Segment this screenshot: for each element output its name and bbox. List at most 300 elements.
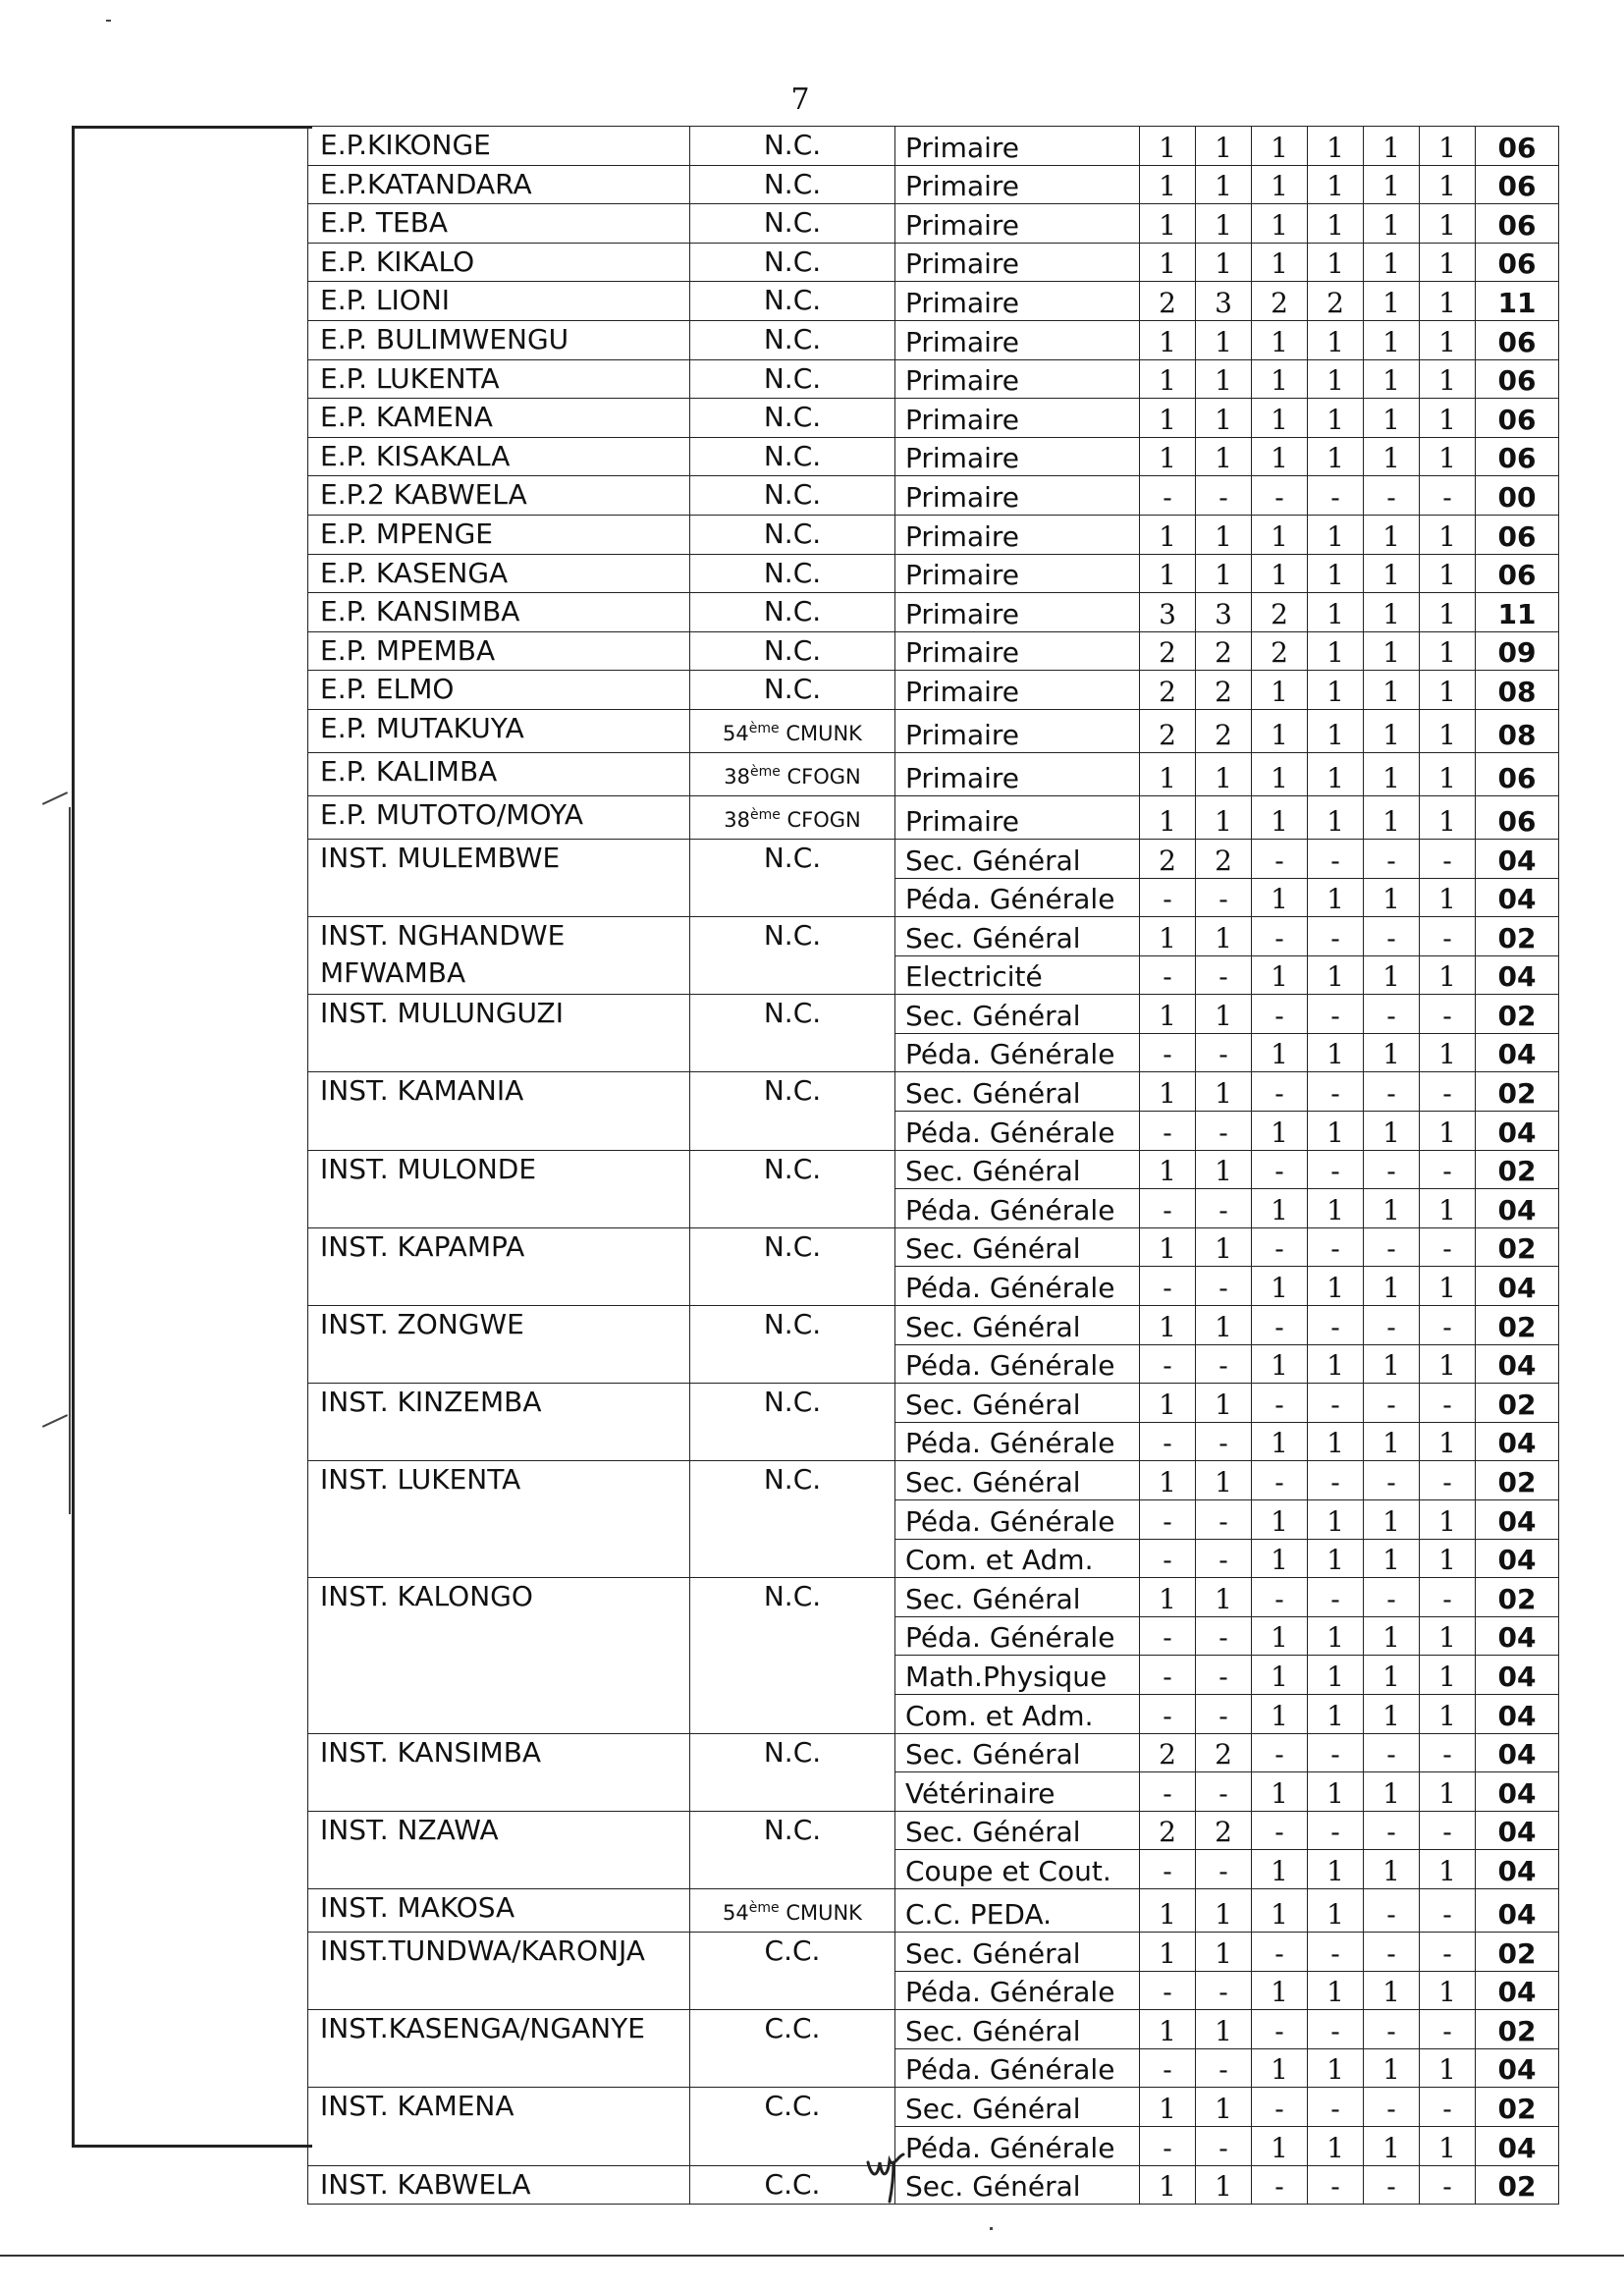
school-status: N.C. — [690, 917, 895, 995]
class-count: 1 — [1252, 1888, 1308, 1932]
class-count: 1 — [1252, 359, 1308, 399]
row-total: 04 — [1476, 1539, 1559, 1578]
class-count: - — [1308, 1811, 1364, 1850]
class-count: - — [1420, 1733, 1476, 1772]
class-count: - — [1252, 995, 1308, 1034]
school-status: N.C. — [690, 476, 895, 516]
class-count: 1 — [1364, 1500, 1420, 1540]
row-total: 06 — [1476, 243, 1559, 282]
table-row — [308, 2010, 1559, 2049]
table-row — [308, 554, 1559, 593]
class-count: 2 — [1196, 631, 1252, 671]
status-unit: 54ème CMUNK — [723, 1899, 862, 1925]
class-count: 1 — [1364, 359, 1420, 399]
class-count: 1 — [1252, 399, 1308, 438]
class-count: 1 — [1364, 1189, 1420, 1228]
class-count: 1 — [1196, 1461, 1252, 1500]
class-count: 1 — [1364, 1616, 1420, 1656]
class-count: 1 — [1140, 204, 1196, 244]
section-name: Péda. Générale — [895, 1500, 1140, 1540]
row-total: 04 — [1476, 1267, 1559, 1306]
class-count: 1 — [1308, 359, 1364, 399]
class-count: 1 — [1308, 752, 1364, 795]
class-count: 1 — [1252, 795, 1308, 839]
class-count: 1 — [1420, 1772, 1476, 1812]
class-count: 1 — [1420, 515, 1476, 554]
section-name: Primaire — [895, 165, 1140, 204]
class-count: 3 — [1196, 282, 1252, 321]
class-count: 1 — [1364, 165, 1420, 204]
class-count: - — [1196, 1344, 1252, 1384]
class-count: 1 — [1140, 554, 1196, 593]
class-count: 2 — [1252, 593, 1308, 632]
class-count: 1 — [1140, 515, 1196, 554]
row-total: 02 — [1476, 1227, 1559, 1267]
class-count: 1 — [1420, 631, 1476, 671]
outer-frame-bottom — [72, 2145, 312, 2148]
table-row — [308, 1932, 1559, 1971]
class-count: 1 — [1308, 1500, 1364, 1540]
class-count: 2 — [1196, 1733, 1252, 1772]
section-name: Com. et Adm. — [895, 1694, 1140, 1733]
class-count: - — [1420, 2165, 1476, 2205]
class-count: 1 — [1364, 955, 1420, 995]
class-count: 1 — [1420, 127, 1476, 166]
school-staff-table — [307, 126, 1559, 2205]
page-bottom-line — [0, 2255, 1624, 2257]
row-total: 04 — [1476, 1616, 1559, 1656]
class-count: 1 — [1196, 515, 1252, 554]
class-count: 1 — [1420, 1656, 1476, 1695]
class-count: 1 — [1420, 593, 1476, 632]
table-row — [308, 671, 1559, 710]
class-count: 1 — [1420, 955, 1476, 995]
class-count: - — [1364, 1227, 1420, 1267]
section-name: Sec. Général — [895, 1150, 1140, 1189]
section-name: Primaire — [895, 795, 1140, 839]
class-count: - — [1196, 1656, 1252, 1695]
class-count: 1 — [1308, 1850, 1364, 1889]
row-total: 04 — [1476, 878, 1559, 917]
class-count: 1 — [1308, 671, 1364, 710]
class-count: 1 — [1364, 709, 1420, 752]
class-count: 1 — [1196, 1384, 1252, 1423]
section-name: Primaire — [895, 399, 1140, 438]
school-name: E.P. LUKENTA — [308, 359, 690, 399]
class-count: 1 — [1252, 752, 1308, 795]
class-count: 1 — [1364, 1772, 1420, 1812]
class-count: 1 — [1420, 1189, 1476, 1228]
class-count: - — [1308, 1461, 1364, 1500]
class-count: 1 — [1140, 2088, 1196, 2127]
class-count: 3 — [1140, 593, 1196, 632]
class-count: 1 — [1420, 204, 1476, 244]
class-count: 1 — [1308, 1888, 1364, 1932]
class-count: 1 — [1252, 1189, 1308, 1228]
row-total: 02 — [1476, 1461, 1559, 1500]
class-count: 1 — [1252, 1850, 1308, 1889]
school-status: N.C. — [690, 204, 895, 244]
row-total: 04 — [1476, 1971, 1559, 2010]
class-count: - — [1140, 1656, 1196, 1695]
class-count: - — [1364, 1811, 1420, 1850]
class-count: 1 — [1308, 554, 1364, 593]
school-status: N.C. — [690, 995, 895, 1072]
class-count: 2 — [1252, 282, 1308, 321]
row-total: 04 — [1476, 2126, 1559, 2165]
section-name: C.C. PEDA. — [895, 1888, 1140, 1932]
class-count: 1 — [1308, 795, 1364, 839]
row-total: 04 — [1476, 2048, 1559, 2088]
section-name: Sec. Général — [895, 1461, 1140, 1500]
class-count: 1 — [1308, 1971, 1364, 2010]
class-count: 1 — [1364, 1539, 1420, 1578]
row-total: 04 — [1476, 1694, 1559, 1733]
status-unit: 54ème CMUNK — [723, 720, 862, 745]
table-row — [308, 1072, 1559, 1112]
school-name: E.P. MPENGE — [308, 515, 690, 554]
row-total: 08 — [1476, 709, 1559, 752]
class-count: 1 — [1196, 204, 1252, 244]
class-count: - — [1308, 2165, 1364, 2205]
section-name: Sec. Général — [895, 1306, 1140, 1345]
class-count: - — [1364, 2165, 1420, 2205]
class-count: 1 — [1420, 1500, 1476, 1540]
table-row — [308, 1306, 1559, 1345]
class-count: 1 — [1140, 1932, 1196, 1971]
class-count: 1 — [1252, 127, 1308, 166]
class-count: 2 — [1140, 1733, 1196, 1772]
class-count: 1 — [1364, 204, 1420, 244]
class-count: - — [1364, 1932, 1420, 1971]
row-total: 06 — [1476, 795, 1559, 839]
class-count: - — [1140, 1033, 1196, 1072]
section-name: Primaire — [895, 752, 1140, 795]
section-name: Com. et Adm. — [895, 1539, 1140, 1578]
class-count: - — [1252, 2088, 1308, 2127]
class-count: 1 — [1308, 127, 1364, 166]
class-count: - — [1420, 1888, 1476, 1932]
school-name: INST. KALONGO — [308, 1578, 690, 1733]
class-count: 3 — [1196, 593, 1252, 632]
school-name: E.P.KIKONGE — [308, 127, 690, 166]
class-count: - — [1140, 1112, 1196, 1151]
row-total: 02 — [1476, 2165, 1559, 2205]
class-count: - — [1308, 1932, 1364, 1971]
class-count: - — [1364, 476, 1420, 516]
table-row — [308, 1811, 1559, 1850]
class-count: 1 — [1140, 165, 1196, 204]
class-count: 1 — [1364, 1112, 1420, 1151]
class-count: 1 — [1252, 320, 1308, 359]
class-count: 1 — [1308, 437, 1364, 476]
class-count: - — [1308, 995, 1364, 1034]
school-name: E.P. KISAKALA — [308, 437, 690, 476]
class-count: 1 — [1140, 359, 1196, 399]
class-count: - — [1196, 1539, 1252, 1578]
table-row — [308, 1733, 1559, 1772]
class-count: - — [1196, 1267, 1252, 1306]
row-total: 02 — [1476, 995, 1559, 1034]
class-count: 1 — [1420, 795, 1476, 839]
school-status: N.C. — [690, 1306, 895, 1384]
class-count: 1 — [1196, 437, 1252, 476]
class-count: 1 — [1420, 1539, 1476, 1578]
class-count: 1 — [1252, 671, 1308, 710]
class-count: 1 — [1252, 955, 1308, 995]
school-name: E.P.2 KABWELA — [308, 476, 690, 516]
class-count: 1 — [1196, 320, 1252, 359]
section-name: Péda. Générale — [895, 1189, 1140, 1228]
table-row — [308, 995, 1559, 1034]
class-count: 1 — [1140, 2165, 1196, 2205]
table-row — [308, 2165, 1559, 2205]
class-count: 1 — [1252, 1344, 1308, 1384]
row-total: 04 — [1476, 1422, 1559, 1461]
section-name: Electricité — [895, 955, 1140, 995]
class-count: - — [1364, 1461, 1420, 1500]
section-name: Péda. Générale — [895, 1033, 1140, 1072]
section-name: Primaire — [895, 282, 1140, 321]
section-name: Primaire — [895, 437, 1140, 476]
class-count: 1 — [1252, 1971, 1308, 2010]
class-count: - — [1140, 1500, 1196, 1540]
page-number: 7 — [790, 82, 810, 117]
class-count: - — [1196, 2126, 1252, 2165]
row-total: 06 — [1476, 165, 1559, 204]
class-count: - — [1140, 878, 1196, 917]
class-count: 1 — [1196, 1150, 1252, 1189]
class-count: - — [1196, 1772, 1252, 1812]
section-name: Péda. Générale — [895, 1112, 1140, 1151]
school-name: E.P. LIONI — [308, 282, 690, 321]
class-count: 1 — [1308, 204, 1364, 244]
class-count: - — [1308, 2010, 1364, 2049]
section-name: Primaire — [895, 709, 1140, 752]
section-name: Primaire — [895, 243, 1140, 282]
school-status: C.C. — [690, 1932, 895, 2009]
class-count: 1 — [1196, 1888, 1252, 1932]
class-count: - — [1196, 1971, 1252, 2010]
school-name: INST. NGHANDWE MFWAMBA — [308, 917, 690, 995]
class-count: 1 — [1308, 1772, 1364, 1812]
row-total: 04 — [1476, 1772, 1559, 1812]
school-name: INST. MULONDE — [308, 1150, 690, 1227]
class-count: 1 — [1196, 1306, 1252, 1345]
row-total: 09 — [1476, 631, 1559, 671]
table-row — [308, 917, 1559, 956]
row-total: 06 — [1476, 399, 1559, 438]
class-count: 1 — [1196, 399, 1252, 438]
class-count: 1 — [1420, 2048, 1476, 2088]
class-count: 1 — [1140, 1384, 1196, 1423]
class-count: 2 — [1196, 709, 1252, 752]
section-name: Sec. Général — [895, 1811, 1140, 1850]
class-count: - — [1196, 1422, 1252, 1461]
section-name: Math.Physique — [895, 1656, 1140, 1695]
row-total: 06 — [1476, 127, 1559, 166]
class-count: - — [1364, 1150, 1420, 1189]
class-count: 1 — [1252, 1422, 1308, 1461]
row-total: 06 — [1476, 437, 1559, 476]
row-total: 04 — [1476, 955, 1559, 995]
row-total: 02 — [1476, 1072, 1559, 1112]
school-name: E.P. KASENGA — [308, 554, 690, 593]
section-name: Primaire — [895, 631, 1140, 671]
class-count: 1 — [1308, 1616, 1364, 1656]
class-count: - — [1196, 955, 1252, 995]
school-status — [690, 709, 895, 752]
class-count: 1 — [1196, 752, 1252, 795]
class-count: - — [1252, 1811, 1308, 1850]
school-name: INST. LUKENTA — [308, 1461, 690, 1578]
class-count: - — [1140, 2048, 1196, 2088]
class-count: 1 — [1140, 1306, 1196, 1345]
class-count: - — [1252, 1227, 1308, 1267]
class-count: 2 — [1140, 839, 1196, 878]
class-count: 1 — [1364, 320, 1420, 359]
class-count: 1 — [1420, 243, 1476, 282]
school-name: E.P. TEBA — [308, 204, 690, 244]
class-count: 1 — [1364, 1694, 1420, 1733]
class-count: - — [1308, 1227, 1364, 1267]
section-name: Sec. Général — [895, 1578, 1140, 1617]
school-status: N.C. — [690, 1461, 895, 1578]
school-status: N.C. — [690, 1072, 895, 1150]
school-name: INST. ZONGWE — [308, 1306, 690, 1384]
class-count: 1 — [1420, 1112, 1476, 1151]
class-count: 1 — [1252, 437, 1308, 476]
class-count: 1 — [1140, 437, 1196, 476]
class-count: - — [1308, 917, 1364, 956]
class-count: - — [1364, 839, 1420, 878]
table-row — [308, 127, 1559, 166]
class-count: 2 — [1140, 671, 1196, 710]
class-count: - — [1196, 1189, 1252, 1228]
class-count: 1 — [1308, 631, 1364, 671]
section-name: Primaire — [895, 359, 1140, 399]
school-name: INST. MULUNGUZI — [308, 995, 690, 1072]
class-count: 1 — [1252, 165, 1308, 204]
class-count: - — [1252, 1733, 1308, 1772]
class-count: 2 — [1252, 631, 1308, 671]
class-count: 1 — [1140, 1227, 1196, 1267]
section-name: Péda. Générale — [895, 2126, 1140, 2165]
class-count: - — [1140, 1850, 1196, 1889]
class-count: - — [1308, 1578, 1364, 1617]
class-count: - — [1420, 2010, 1476, 2049]
table-row — [308, 320, 1559, 359]
class-count: - — [1420, 1150, 1476, 1189]
class-count: - — [1140, 1267, 1196, 1306]
section-name: Primaire — [895, 476, 1140, 516]
class-count: 1 — [1308, 1422, 1364, 1461]
class-count: 1 — [1196, 1072, 1252, 1112]
class-count: 1 — [1308, 1694, 1364, 1733]
school-name: INST.TUNDWA/KARONJA — [308, 1932, 690, 2009]
class-count: - — [1196, 1616, 1252, 1656]
class-count: 1 — [1420, 320, 1476, 359]
row-total: 02 — [1476, 2088, 1559, 2127]
school-name: E.P. ELMO — [308, 671, 690, 710]
section-name: Péda. Générale — [895, 1344, 1140, 1384]
row-total: 02 — [1476, 1384, 1559, 1423]
class-count: - — [1252, 2165, 1308, 2205]
table-row — [308, 795, 1559, 839]
section-name: Primaire — [895, 671, 1140, 710]
class-count: 1 — [1364, 2126, 1420, 2165]
class-count: 1 — [1420, 671, 1476, 710]
row-total: 06 — [1476, 554, 1559, 593]
class-count: - — [1140, 1616, 1196, 1656]
class-count: - — [1252, 839, 1308, 878]
school-status: N.C. — [690, 165, 895, 204]
class-count: - — [1140, 1971, 1196, 2010]
class-count: 1 — [1420, 878, 1476, 917]
row-total: 04 — [1476, 1850, 1559, 1889]
class-count: 1 — [1308, 1189, 1364, 1228]
class-count: 2 — [1196, 671, 1252, 710]
class-count: - — [1196, 1033, 1252, 1072]
school-status: N.C. — [690, 515, 895, 554]
class-count: 1 — [1308, 1033, 1364, 1072]
class-count: 1 — [1420, 1267, 1476, 1306]
class-count: 1 — [1420, 399, 1476, 438]
class-count: 1 — [1308, 1267, 1364, 1306]
class-count: 1 — [1420, 2126, 1476, 2165]
class-count: 1 — [1252, 1656, 1308, 1695]
class-count: 2 — [1140, 1811, 1196, 1850]
school-status: N.C. — [690, 399, 895, 438]
row-total: 06 — [1476, 752, 1559, 795]
class-count: 1 — [1140, 2010, 1196, 2049]
class-count: 1 — [1196, 795, 1252, 839]
row-total: 04 — [1476, 839, 1559, 878]
class-count: 1 — [1196, 1932, 1252, 1971]
school-name: INST. KANSIMBA — [308, 1733, 690, 1811]
margin-mark — [42, 791, 68, 805]
class-count: 1 — [1364, 127, 1420, 166]
class-count: - — [1308, 1733, 1364, 1772]
section-name: Sec. Général — [895, 2010, 1140, 2049]
school-name: INST. KINZEMBA — [308, 1384, 690, 1461]
class-count: - — [1140, 1422, 1196, 1461]
class-count: 1 — [1140, 917, 1196, 956]
row-total: 04 — [1476, 1888, 1559, 1932]
row-total: 02 — [1476, 2010, 1559, 2049]
class-count: 1 — [1196, 2010, 1252, 2049]
class-count: 1 — [1252, 1500, 1308, 1540]
section-name: Primaire — [895, 320, 1140, 359]
school-name: INST. KAPAMPA — [308, 1227, 690, 1305]
class-count: 1 — [1196, 2088, 1252, 2127]
class-count: 1 — [1364, 1422, 1420, 1461]
class-count: 2 — [1140, 631, 1196, 671]
class-count: 1 — [1252, 1694, 1308, 1733]
class-count: - — [1252, 1306, 1308, 1345]
table-row — [308, 1888, 1559, 1932]
row-total: 08 — [1476, 671, 1559, 710]
class-count: 1 — [1252, 1539, 1308, 1578]
table-row — [308, 631, 1559, 671]
row-total: 04 — [1476, 1500, 1559, 1540]
table-row — [308, 204, 1559, 244]
section-name: Péda. Générale — [895, 1971, 1140, 2010]
status-unit: 38ème CFOGN — [724, 806, 861, 832]
status-unit: 38ème CFOGN — [724, 763, 861, 789]
class-count: 1 — [1308, 1539, 1364, 1578]
class-count: 1 — [1252, 1772, 1308, 1812]
